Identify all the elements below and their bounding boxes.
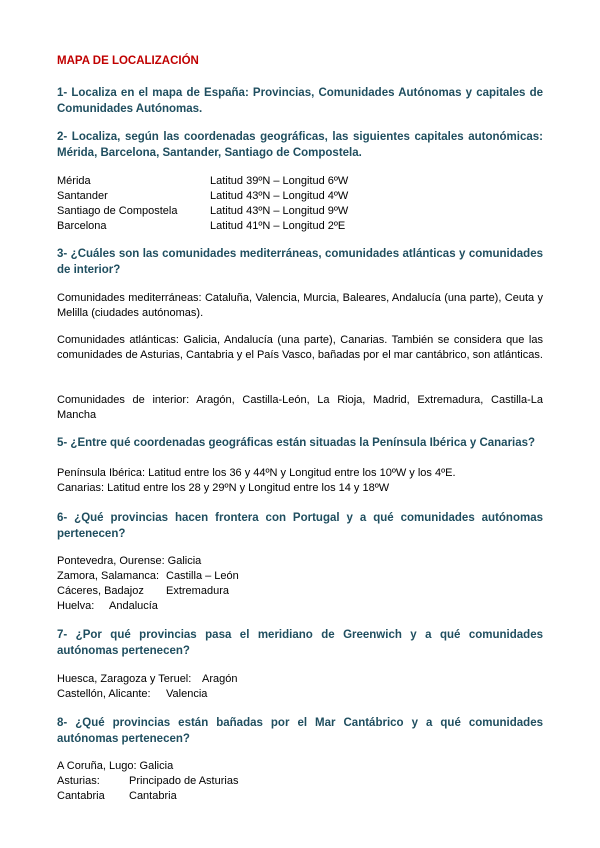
question-8: 8- ¿Qué provincias están bañadas por el Mar Cantábrico y a qué comunidades autónomas pertenecen?: [57, 717, 543, 745]
document-title: MAPA DE LOCALIZACIÓN: [57, 55, 199, 67]
question-2: 2- Localiza, según las coordenadas geográficas, las siguientes capitales autonómicas: Mérida, Barcelona, Santander, Santiago de Compostela.: [57, 131, 543, 159]
coord-city: Santander: [57, 190, 108, 202]
province-list: Pontevedra, Ourense: Galicia: [57, 555, 202, 567]
answer-3-atlantic: Comunidades atlánticas: Galicia, Andalucía (una parte), Canarias. También se considera que las comunidades de Asturias, Cantabria y el País Vasco, bañadas por el mar cantábrico, son atlánticas.: [57, 334, 543, 361]
province-list: Asturias:: [57, 775, 100, 787]
question-7: 7- ¿Por qué provincias pasa el meridiano de Greenwich y a qué comunidades autónomas pertenecen?: [57, 629, 543, 657]
coord-value: Latitud 43ºN – Longitud 4ºW: [210, 190, 349, 202]
community-name: Valencia: [166, 688, 208, 700]
answer-5-line: Canarias: Latitud entre los 28 y 29ºN y Longitud entre los 14 y 18ºW: [57, 482, 390, 494]
province-list: Huelva:: [57, 600, 95, 612]
coord-city: Santiago de Compostela: [57, 205, 178, 217]
question-3: 3- ¿Cuáles son las comunidades mediterráneas, comunidades atlánticas y comunidades de interior?: [57, 248, 543, 276]
question-5: 5- ¿Entre qué coordenadas geográficas están situadas la Península Ibérica y Canarias?: [57, 437, 536, 449]
province-list: Castellón, Alicante:: [57, 688, 151, 700]
question-6: 6- ¿Qué provincias hacen frontera con Portugal y a qué comunidades autónomas pertenecen?: [57, 512, 543, 540]
province-list: Zamora, Salamanca:: [57, 570, 160, 582]
province-list: Cáceres, Badajoz: [57, 585, 144, 597]
province-list: Huesca, Zaragoza y Teruel:: [57, 673, 192, 685]
community-name: Cantabria: [129, 790, 177, 802]
province-list: A Coruña, Lugo: Galicia: [57, 760, 174, 772]
coord-city: Barcelona: [57, 220, 107, 232]
community-name: Extremadura: [166, 585, 229, 597]
answer-3-mediterranean: Comunidades mediterráneas: Cataluña, Valencia, Murcia, Baleares, Andalucía (una parte), Ceuta y Melilla (ciudades autónomas).: [57, 292, 543, 319]
community-name: Castilla – León: [166, 570, 239, 582]
answer-5-line: Península Ibérica: Latitud entre los 36 y 44ºN y Longitud entre los 10ºW y los 4ºE.: [57, 467, 456, 479]
coord-value: Latitud 39ºN – Longitud 6ºW: [210, 175, 349, 187]
answer-3-interior: Comunidades de interior: Aragón, Castilla-León, La Rioja, Madrid, Extremadura, Castilla-La Mancha: [57, 394, 543, 421]
community-name: Principado de Asturias: [129, 775, 239, 787]
province-list: Cantabria: [57, 790, 105, 802]
question-1: 1- Localiza en el mapa de España: Provincias, Comunidades Autónomas y capitales de Comunidades Autónomas.: [57, 87, 543, 115]
community-name: Aragón: [202, 673, 238, 685]
community-name: Andalucía: [109, 600, 158, 612]
coord-city: Mérida: [57, 175, 91, 187]
coord-value: Latitud 43ºN – Longitud 9ºW: [210, 205, 349, 217]
coord-value: Latitud 41ºN – Longitud 2ºE: [210, 220, 346, 232]
